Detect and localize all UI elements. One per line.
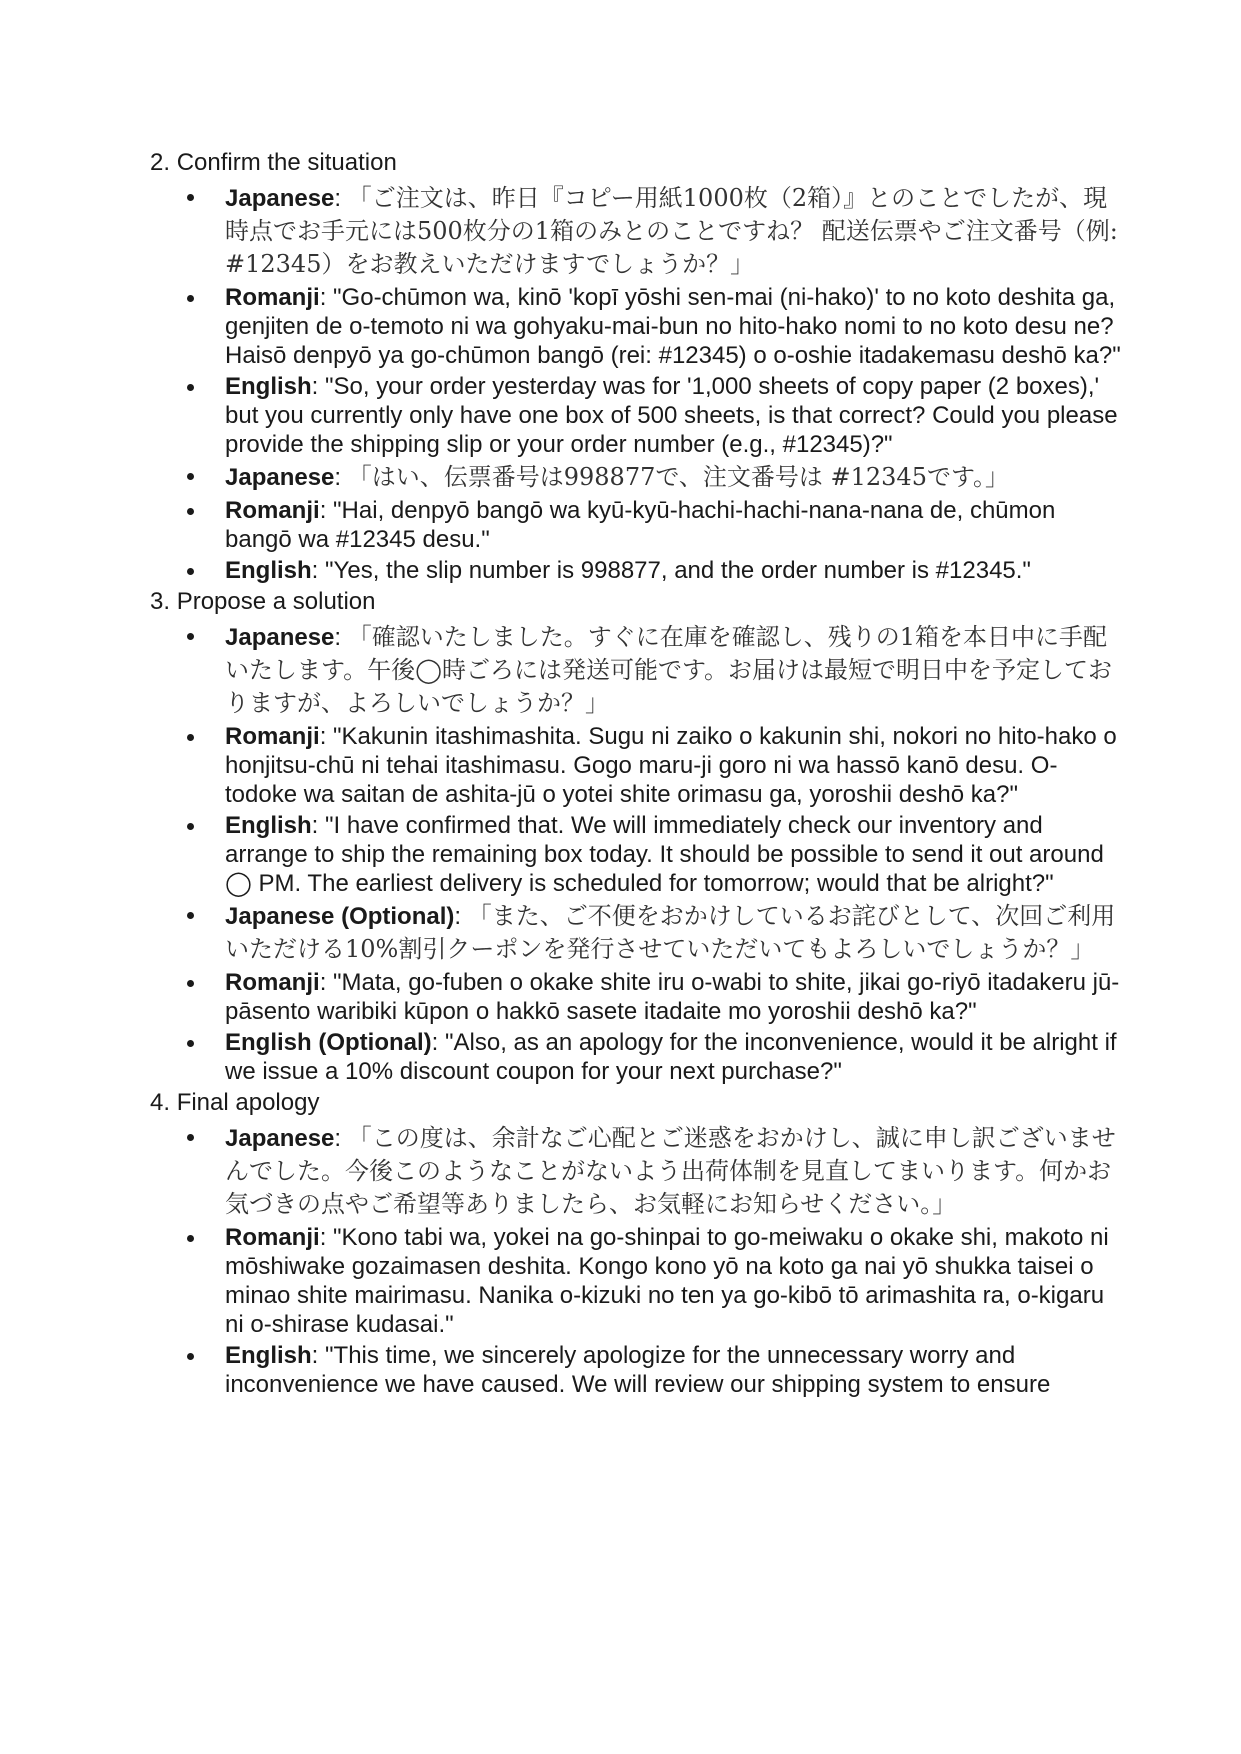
- item-separator: :: [319, 1224, 334, 1251]
- section-number: 3.: [150, 588, 171, 615]
- list-item: [150, 900, 1121, 966]
- item-text: 「また、ご不便をおかけしているお詫びとして、次回ご利用いただける10%割引クーポンを発行させていただいてもよろしいでしょうか？」: [225, 902, 1116, 963]
- item-separator: :: [334, 185, 348, 212]
- bullet-list: [150, 1122, 1121, 1399]
- list-item: [150, 1341, 1121, 1399]
- item-text: "Go-chūmon wa, kinō 'kopī yōshi sen-mai (ni-hako)' to no koto deshita ga, genjiten de o-temoto ni wa gohyaku-mai-bun no hito-hako nomi to no koto desu ne? Haisō denpyō ya go-chūmon bangō (rei: #12345) o o-oshie itadakemasu deshō ka?": [225, 284, 1121, 369]
- item-separator: :: [311, 557, 326, 584]
- bullet-list: [150, 621, 1121, 1086]
- item-label: Romanji: [225, 723, 320, 750]
- item-separator: :: [311, 373, 326, 400]
- bullet-icon: [187, 823, 194, 830]
- item-text: "I have confirmed that. We will immediately check our inventory and arrange to ship the remaining box today. It should be possible to send it out around ◯ PM. The earliest delivery is scheduled for tomorrow; would that be alright?": [225, 812, 1104, 897]
- bullet-icon: [187, 384, 194, 391]
- item-text: 「はい、伝票番号は998877で、注文番号は #12345です。」: [347, 463, 1010, 491]
- item-text: "Yes, the slip number is 998877, and the order number is #12345.": [325, 557, 1031, 584]
- list-item: [150, 1028, 1121, 1086]
- item-text: 「ご注文は、昨日『コピー用紙1000枚（2箱）』とのことでしたが、現時点でお手元には500枚分の1箱のみとのことですね？ 配送伝票やご注文番号（例: #12345）をお教えいただけますでしょうか？」: [225, 184, 1118, 278]
- section-number: 2.: [150, 149, 171, 176]
- item-label: English: [225, 557, 312, 584]
- bullet-icon: [187, 912, 194, 919]
- list-item: [150, 722, 1121, 809]
- bullet-icon: [187, 473, 194, 480]
- list-item: [150, 968, 1121, 1026]
- item-label: Romanji: [225, 969, 320, 996]
- item-text: "This time, we sincerely apologize for the unnecessary worry and inconvenience we have caused. We will review our shipping system to ensure: [225, 1342, 1051, 1398]
- item-text: "So, your order yesterday was for '1,000 sheets of copy paper (2 boxes),' but you currently only have one box of 500 sheets, is that correct? Could you please provide the shipping slip or your order number (e.g., #12345)?": [225, 373, 1118, 458]
- list-item: [150, 811, 1121, 898]
- item-label: English: [225, 1342, 312, 1369]
- item-separator: :: [319, 497, 334, 524]
- item-label: English: [225, 373, 312, 400]
- list-item: [150, 556, 1121, 585]
- section-number: 4.: [150, 1089, 171, 1116]
- bullet-list: [150, 182, 1121, 585]
- bullet-icon: [187, 633, 194, 640]
- item-label: English (Optional): [225, 1029, 432, 1056]
- item-label: Romanji: [225, 497, 320, 524]
- bullet-icon: [187, 295, 194, 302]
- item-text: "Hai, denpyō bangō wa kyū-kyū-hachi-hachi-nana-nana de, chūmon bangō wa #12345 desu.": [225, 497, 1056, 553]
- item-text: 「この度は、余計なご心配とご迷惑をおかけし、誠に申し訳ございませんでした。今後このようなことがないよう出荷体制を見直してまいります。何かお気づきの点やご希望等ありましたら、お気軽にお知らせください。」: [225, 1124, 1116, 1218]
- item-separator: :: [334, 1125, 348, 1152]
- list-item: [150, 1223, 1121, 1339]
- list-item: [150, 283, 1121, 370]
- bullet-icon: [187, 980, 194, 987]
- bullet-icon: [187, 734, 194, 741]
- item-label: Japanese: [225, 464, 335, 491]
- item-separator: :: [334, 464, 348, 491]
- list-item: [150, 372, 1121, 459]
- item-separator: :: [319, 723, 334, 750]
- item-text: "Also, as an apology for the inconvenience, would it be alright if we issue a 10% discount coupon for your next purchase?": [225, 1029, 1117, 1085]
- bullet-icon: [187, 1235, 194, 1242]
- item-label: Japanese (Optional): [225, 903, 455, 930]
- list-item: [150, 1122, 1121, 1221]
- item-separator: :: [319, 284, 334, 311]
- item-separator: :: [311, 812, 326, 839]
- list-item: [150, 496, 1121, 554]
- section-title-text: Propose a solution: [176, 588, 376, 615]
- item-label: Japanese: [225, 1125, 335, 1152]
- item-separator: :: [319, 969, 334, 996]
- section-heading: [150, 148, 1121, 178]
- section-title-text: Confirm the situation: [176, 149, 397, 176]
- list-item: [150, 461, 1121, 494]
- item-label: Japanese: [225, 185, 335, 212]
- bullet-icon: [187, 568, 194, 575]
- item-separator: :: [311, 1342, 326, 1369]
- bullet-icon: [187, 1134, 194, 1141]
- bullet-icon: [187, 194, 194, 201]
- item-separator: :: [334, 624, 348, 651]
- list-item: [150, 621, 1121, 720]
- item-text: "Kakunin itashimashita. Sugu ni zaiko o kakunin shi, nokori no hito-hako o honjitsu-chū ni tehai itashimasu. Gogo maru-ji goro ni wa hassō kanō desu. O-todoke wa saitan de ashita-jū o yotei shite orimasu ga, yoroshii deshō ka?": [225, 723, 1117, 808]
- item-label: Romanji: [225, 1224, 320, 1251]
- list-item: [150, 182, 1121, 281]
- bullet-icon: [187, 1353, 194, 1360]
- item-text: "Mata, go-fuben o okake shite iru o-wabi to shite, jikai go-riyō itadakeru jū-pāsento waribiki kūpon o hakkō sasete itadaite mo yoroshii deshō ka?": [225, 969, 1120, 1025]
- item-separator: :: [454, 903, 468, 930]
- section-heading: [150, 1088, 1121, 1118]
- item-text: 「確認いたしました。すぐに在庫を確認し、残りの1箱を本日中に手配いたします。午後◯時ごろには発送可能です。お届けは最短で明日中を予定しておりますが、よろしいでしょうか？」: [225, 623, 1113, 717]
- item-separator: :: [431, 1029, 445, 1056]
- item-label: Romanji: [225, 284, 320, 311]
- section-title-text: Final apology: [176, 1089, 320, 1116]
- item-text: "Kono tabi wa, yokei na go-shinpai to go-meiwaku o okake shi, makoto ni mōshiwake gozaimasen deshita. Kongo kono yō na koto ga nai yō shukka taisei o minao shite mairimasu. Nanika o-kizuki no ten ya go-kibō tō arimashita ra, o-kigaru ni o-shirase kudasai.": [225, 1224, 1109, 1338]
- bullet-icon: [187, 1040, 194, 1047]
- bullet-icon: [187, 508, 194, 515]
- section-heading: [150, 587, 1121, 617]
- item-label: Japanese: [225, 624, 335, 651]
- item-label: English: [225, 812, 312, 839]
